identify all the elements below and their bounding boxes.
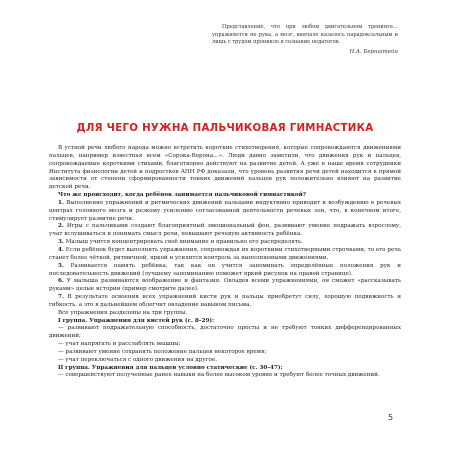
point-number: 4. [58,246,64,253]
point-number: 7. [58,294,64,301]
epigraph [212,24,398,56]
point-text: Если ребёнок будет выполнять упражнения, сопровождая их короткими стихотворными строчками, то его речь станет более чёткой, ритмичной, яркой и усилится контроль за выполняемыми движениями. [49,246,402,261]
group-2-item: — совершенствуют полученные ранее навыки на более высоком уровне и требуют более точных движений. [58,372,380,379]
question-paragraph: Что же происходит, когда ребёнок занимается пальчиковой гимнастикой? [58,192,307,199]
point-text: В результате освоения всех упражнений кисти рук и пальцы приобретут силу, хорошую подвижность и гибкость, а это в дальнейшем облегчит овладение навыком письма. [49,294,401,308]
point-text: Игры с пальчиками создают благоприятный эмоциональный фон, развивают умение подражать взрослому, учат вслушиваться и понимать смысл речи, повышают речевую активность ребёнка. [49,223,401,238]
group-1-item: — учат напрягать и расслаблять мышцы; [58,341,181,348]
point-number: 6. [58,278,64,285]
section-heading: ДЛЯ ЧЕГО НУЖНА ПАЛЬЧИКОВАЯ ГИМНАСТИКА [76,123,374,134]
point-1 [49,200,401,224]
page-number: 5 [388,413,394,422]
epigraph-text: Представление, что при любом двигательном тренинге… упражняется не рука, а мозг, вначале казалось парадоксальным и лишь с трудом проникло в сознание педагогов. [212,24,398,46]
epigraph-author: Н.А. Бернштейн [349,48,398,55]
point-number: 2. [58,223,64,230]
body-text [49,145,401,380]
point-number: 5. [58,262,64,269]
group-1-item: — развивают умение сохранять положение пальцев некоторое время; [58,348,267,355]
point-number: 1. [58,199,64,206]
point-text: Развивается память ребёнка, так как он учится запоминать определённые положения рук и последовательность движений (лучшему запоминанию поможет яркий рисунок на правой странице). [49,262,401,277]
point-6 [49,278,401,294]
point-number: 3. [58,239,64,246]
point-text: У малыша развиваются воображение и фантазия. Овладев всеми упражнениями, он сможет «рассказывать руками» целые истории (пример смотрите далее). [49,278,401,293]
point-5 [49,263,401,279]
point-2 [49,223,401,239]
point-text: Выполнение упражнений и ритмических движений пальцами индуктивно приводит к возбуждению в речевых центрах головного мозга и резкому усилению согласованной деятельности речевых зон, что, в конечном итоге, стимулирует развитие речи. [49,199,401,222]
point-4 [49,247,401,263]
point-3 [49,239,401,247]
group-1-item: — учат переключаться с одного движения на другое. [58,356,218,363]
group-1-title: I группа. Упражнения для кистей рук (с. 8–29): [58,317,215,324]
intro-paragraph: В устной речи любого народа можно встретить короткие стихотворения, которые сопровождаются движениями пальцев, например известная всем «Сорока-Ворона…». Люди давно заметили, что движения рук и пальцев, сопровождаемые короткими стихами, благотворно действуют на развитие детей. А уже в наше время сотрудники Института физиологии детей и подростков АПН РФ доказали, что уровень развития речи детей находится в прямой зависимости от степени сформированности тонких движений пальцев рук положительно влияют на развитие детской речи. [49,145,401,191]
point-text: Малыш учится концентрировать своё внимание и правильно его распределять. [65,239,303,246]
groups-intro: Все упражнения разделены на три группы. [58,309,188,316]
group-1-item: — развивают подражательную способность, достаточно просты и не требуют тонких дифференцированных движений; [49,325,401,340]
group-2-title: II группа. Упражнения для пальцев условно статические (с. 30–47): [58,364,283,371]
point-7 [49,294,401,310]
